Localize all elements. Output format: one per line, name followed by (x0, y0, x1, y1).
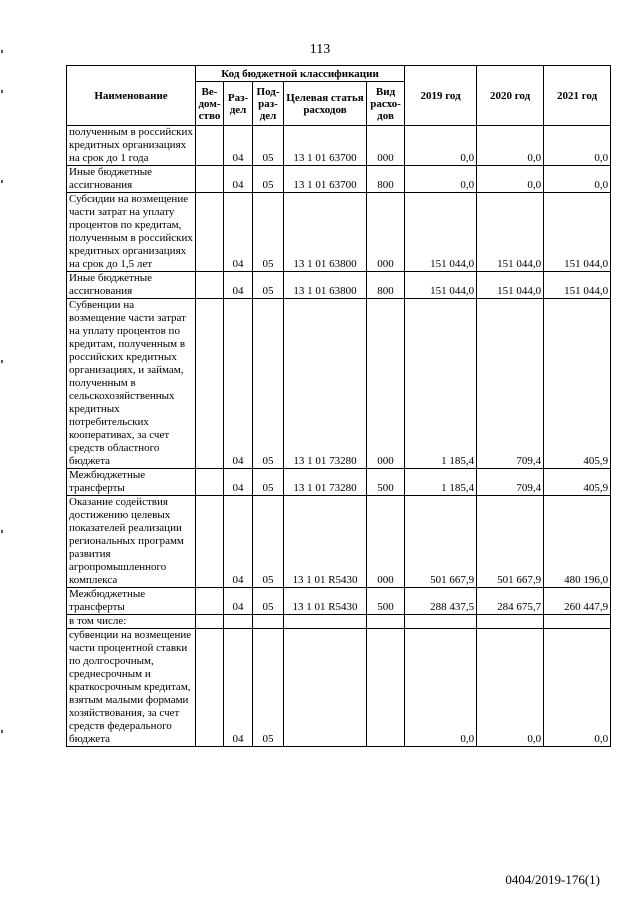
row-name: Иные бюджетные ассигнования (67, 166, 196, 193)
header-2021: 2021 год (544, 66, 611, 126)
row-ved (196, 496, 224, 588)
table-row (67, 299, 611, 469)
row-podrazdel: 05 (253, 588, 284, 615)
row-2021: 151 044,0 (544, 193, 611, 272)
header-2020: 2020 год (477, 66, 544, 126)
row-target: 13 1 01 R5430 (284, 588, 367, 615)
row-ved (196, 615, 224, 629)
scan-edge-marks (0, 30, 4, 910)
header-code-group: Код бюджетной классификации (196, 66, 405, 82)
row-podrazdel: 05 (253, 126, 284, 166)
row-2019: 0,0 (405, 126, 477, 166)
row-razdel: 04 (224, 469, 253, 496)
header-ved: Ве-дом-ство (196, 82, 224, 126)
row-name: полученным в российских кредитных организациях на срок до 1 года (67, 126, 196, 166)
row-name: Межбюджетные трансферты (67, 588, 196, 615)
row-ved (196, 469, 224, 496)
row-podrazdel: 05 (253, 193, 284, 272)
row-2019: 501 667,9 (405, 496, 477, 588)
row-2020: 151 044,0 (477, 272, 544, 299)
row-razdel: 04 (224, 272, 253, 299)
row-2021 (544, 615, 611, 629)
row-2019: 0,0 (405, 166, 477, 193)
row-razdel: 04 (224, 588, 253, 615)
row-razdel: 04 (224, 126, 253, 166)
row-razdel: 04 (224, 299, 253, 469)
row-podrazdel: 05 (253, 166, 284, 193)
row-2020 (477, 615, 544, 629)
row-podrazdel (253, 615, 284, 629)
table-row (67, 193, 611, 272)
row-2019: 1 185,4 (405, 299, 477, 469)
row-2020: 709,4 (477, 299, 544, 469)
row-2020: 284 675,7 (477, 588, 544, 615)
table-row (67, 469, 611, 496)
row-ved (196, 299, 224, 469)
row-2019 (405, 615, 477, 629)
table-row (67, 615, 611, 629)
row-ved (196, 193, 224, 272)
row-vid (367, 629, 405, 747)
row-vid: 500 (367, 588, 405, 615)
row-2019: 288 437,5 (405, 588, 477, 615)
row-2019: 1 185,4 (405, 469, 477, 496)
row-ved (196, 588, 224, 615)
row-name: субвенции на возмещение части процентной ставки по долгосрочным, среднесрочным и краткосрочным кредитам, взятым малыми формами хозяйствования, за счет средств федерального бюджета (67, 629, 196, 747)
row-target: 13 1 01 73280 (284, 299, 367, 469)
row-name: в том числе: (67, 615, 196, 629)
row-vid: 000 (367, 126, 405, 166)
row-target (284, 615, 367, 629)
row-vid (367, 615, 405, 629)
row-name: Оказание содействия достижению целевых показателей реализации региональных программ развития агропромышленного комплекса (67, 496, 196, 588)
header-podrazdel: Под-раз-дел (253, 82, 284, 126)
budget-table (66, 65, 611, 747)
row-target: 13 1 01 63700 (284, 126, 367, 166)
row-ved (196, 629, 224, 747)
row-vid: 800 (367, 272, 405, 299)
row-target (284, 629, 367, 747)
row-2021: 260 447,9 (544, 588, 611, 615)
row-target: 13 1 01 R5430 (284, 496, 367, 588)
table-row (67, 126, 611, 166)
row-podrazdel: 05 (253, 496, 284, 588)
row-2021: 0,0 (544, 629, 611, 747)
row-ved (196, 126, 224, 166)
row-podrazdel: 05 (253, 469, 284, 496)
header-vid: Вид расхо-дов (367, 82, 405, 126)
row-vid: 000 (367, 299, 405, 469)
row-ved (196, 272, 224, 299)
row-2020: 0,0 (477, 166, 544, 193)
row-target: 13 1 01 63800 (284, 193, 367, 272)
row-razdel: 04 (224, 496, 253, 588)
row-razdel: 04 (224, 166, 253, 193)
table-row (67, 588, 611, 615)
row-razdel: 04 (224, 629, 253, 747)
row-vid: 000 (367, 496, 405, 588)
row-podrazdel: 05 (253, 272, 284, 299)
row-2020: 501 667,9 (477, 496, 544, 588)
table-row (67, 272, 611, 299)
row-2021: 0,0 (544, 126, 611, 166)
row-2021: 480 196,0 (544, 496, 611, 588)
header-2019: 2019 год (405, 66, 477, 126)
header-razdel: Раз-дел (224, 82, 253, 126)
table-row (67, 496, 611, 588)
header-target: Целевая статья расходов (284, 82, 367, 126)
row-target: 13 1 01 63700 (284, 166, 367, 193)
row-vid: 000 (367, 193, 405, 272)
row-2020: 0,0 (477, 629, 544, 747)
row-target: 13 1 01 73280 (284, 469, 367, 496)
row-2021: 151 044,0 (544, 272, 611, 299)
page-number: 113 (309, 42, 331, 57)
row-2021: 405,9 (544, 299, 611, 469)
row-vid: 800 (367, 166, 405, 193)
row-ved (196, 166, 224, 193)
row-target: 13 1 01 63800 (284, 272, 367, 299)
row-vid: 500 (367, 469, 405, 496)
header-name: Наименование (67, 66, 196, 126)
row-2020: 709,4 (477, 469, 544, 496)
row-name: Иные бюджетные ассигнования (67, 272, 196, 299)
table-row (67, 166, 611, 193)
row-2021: 405,9 (544, 469, 611, 496)
row-razdel (224, 615, 253, 629)
document-code: 0404/2019-176(1) (505, 872, 600, 887)
row-2020: 0,0 (477, 126, 544, 166)
row-name: Субсидии на возмещение части затрат на уплату процентов по кредитам, полученным в российских кредитных организациях на срок до 1,5 лет (67, 193, 196, 272)
row-podrazdel: 05 (253, 629, 284, 747)
row-2021: 0,0 (544, 166, 611, 193)
row-razdel: 04 (224, 193, 253, 272)
row-2020: 151 044,0 (477, 193, 544, 272)
row-2019: 151 044,0 (405, 193, 477, 272)
row-name: Межбюджетные трансферты (67, 469, 196, 496)
table-row (67, 629, 611, 747)
row-2019: 151 044,0 (405, 272, 477, 299)
row-podrazdel: 05 (253, 299, 284, 469)
row-name: Субвенции на возмещение части затрат на уплату процентов по кредитам, полученным в российских кредитных организациях, и займам, полученным в сельскохозяйственных кредитных потребительских кооперативах, за счет средств областного бюджета (67, 299, 196, 469)
row-2019: 0,0 (405, 629, 477, 747)
